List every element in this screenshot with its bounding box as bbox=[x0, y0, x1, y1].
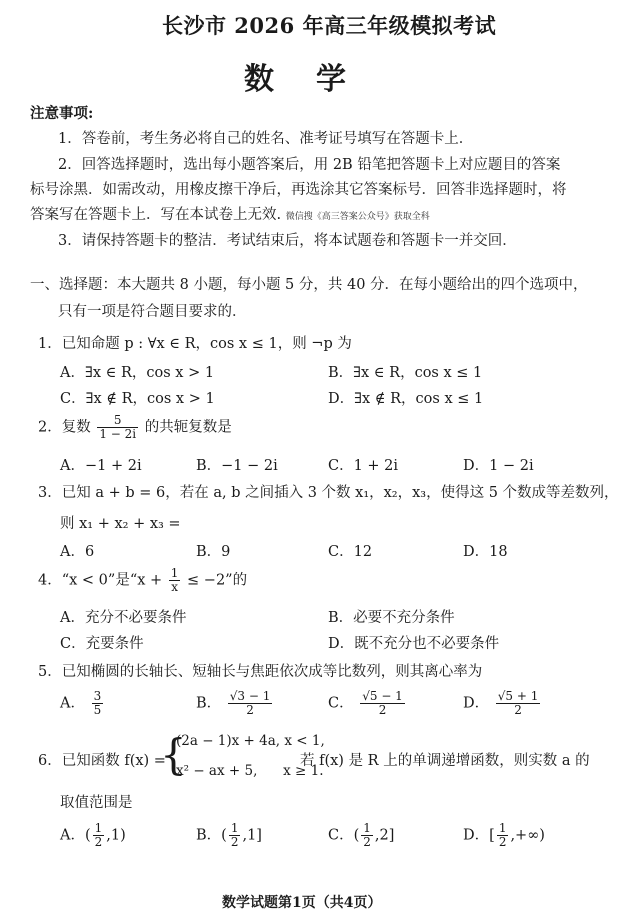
q6-stem-post: 若 f(x) 是 R 上的单调递增函数，则实数 a 的 bbox=[300, 753, 590, 769]
q5-option-c-fraction bbox=[360, 690, 405, 717]
q6-option-c-fraction bbox=[361, 822, 373, 849]
q5-option-c-label: C． bbox=[328, 695, 354, 712]
section-heading-line2: 只有一项是符合题目要求的． bbox=[58, 304, 247, 320]
q6-option-d-open: [ bbox=[489, 827, 495, 844]
q2-stem-pre: 2．复数 bbox=[38, 419, 91, 436]
q6-option-a-numerator: 1 bbox=[94, 821, 103, 835]
q6-option-a bbox=[60, 822, 126, 849]
q6-option-c-label: C． bbox=[328, 827, 354, 844]
q5-option-d-numerator: √5 + 1 bbox=[497, 689, 539, 703]
exam-title: 长沙市 2026 年高三年级模拟考试 bbox=[162, 13, 497, 38]
q2-stem bbox=[38, 414, 232, 441]
q5-option-b-denominator: 2 bbox=[246, 703, 254, 717]
q3-option-c: C．12 bbox=[328, 544, 373, 560]
q3-option-b: B．9 bbox=[196, 544, 231, 560]
q6-option-b-denominator: 2 bbox=[230, 835, 239, 849]
q6-option-d-denominator: 2 bbox=[498, 835, 507, 849]
q5-stem: 5．已知椭圆的长轴长、短轴长与焦距依次成等比数列，则其离心率为 bbox=[38, 664, 483, 680]
q5-option-b-numerator: √3 − 1 bbox=[229, 689, 271, 703]
q6-option-a-fraction bbox=[93, 822, 105, 849]
notice-heading: 注意事项: bbox=[30, 105, 94, 122]
q3-option-d: D．18 bbox=[463, 544, 508, 560]
q4-option-c: C．充要条件 bbox=[60, 636, 144, 652]
q1-option-a: A．∃x ∈ R，cos x > 1 bbox=[60, 365, 215, 381]
page-footer: 数学试题第1页（共4页） bbox=[222, 895, 382, 911]
q6-option-a-open: ( bbox=[84, 827, 91, 844]
q2-fraction-numerator: 5 bbox=[97, 414, 138, 428]
q2-option-d: D．1 − 2i bbox=[463, 458, 534, 474]
q4-stem bbox=[38, 567, 247, 594]
q5-option-b-label: B． bbox=[196, 695, 222, 712]
q4-option-a: A．充分不必要条件 bbox=[60, 610, 187, 626]
subject-title: 数学 bbox=[244, 62, 388, 97]
q6-option-c-close: ,2] bbox=[374, 827, 395, 844]
q6-option-b-close: ,1] bbox=[242, 827, 262, 844]
q2-stem-post: 的共轭复数是 bbox=[144, 419, 232, 436]
q5-option-a-numerator: 3 bbox=[93, 689, 102, 703]
q1-option-c: C．∃x ∉ R，cos x > 1 bbox=[60, 391, 215, 407]
q5-option-c bbox=[328, 690, 407, 717]
notice-item-1: 1．答卷前，考生务必将自己的姓名、准考证号填写在答题卡上． bbox=[58, 131, 474, 147]
notice-item-3: 3．请保持答题卡的整洁．考试结束后，将本试题卷和答题卡一并交回． bbox=[58, 233, 517, 249]
q5-option-d-fraction bbox=[496, 690, 541, 717]
q5-option-a-label: A． bbox=[60, 695, 85, 712]
q1-option-b: B．∃x ∈ R，cos x ≤ 1 bbox=[328, 365, 483, 381]
section-heading-line1: 一、选择题：本大题共 8 小题，每小题 5 分，共 40 分．在每小题给出的四个选项中， bbox=[30, 277, 588, 293]
q6-option-b-label: B． bbox=[196, 827, 222, 844]
q4-option-d: D．既不充分也不必要条件 bbox=[328, 636, 500, 652]
q5-option-a-denominator: 5 bbox=[93, 703, 102, 717]
notice-item-2-line3 bbox=[30, 203, 430, 224]
q5-option-a-fraction bbox=[92, 690, 104, 717]
q4-option-b: B．必要不充分条件 bbox=[328, 610, 455, 626]
q4-fraction bbox=[169, 567, 181, 594]
q2-fraction-denominator: 1 − 2i bbox=[99, 427, 137, 441]
q6-option-d-close: ,+∞) bbox=[510, 827, 545, 844]
q3-option-a: A．6 bbox=[60, 544, 95, 560]
notice-item-2-line2: 标号涂黑．如需改动，用橡皮擦干净后，再选涂其它答案标号．回答非选择题时，将 bbox=[30, 182, 567, 198]
q6-option-c-open: ( bbox=[353, 827, 360, 844]
q6-option-c bbox=[328, 822, 394, 849]
q6-option-b-open: ( bbox=[221, 827, 227, 844]
q4-stem-pre: 4．“x < 0”是“x + bbox=[38, 572, 163, 589]
notice-item-2-text: 答案写在答题卡上．写在本试卷上无效. bbox=[30, 207, 282, 223]
q4-stem-post: ≤ −2”的 bbox=[187, 572, 248, 589]
notice-item-2-line1: 2．回答选择题时，选出每小题答案后，用 2B 铅笔把答题卡上对应题目的答案 bbox=[58, 157, 561, 173]
q6-option-d-fraction bbox=[497, 822, 509, 849]
q1-stem: 1．已知命题 p : ∀x ∈ R，cos x ≤ 1，则 ¬p 为 bbox=[38, 336, 352, 352]
q1-option-d: D．∃x ∉ R，cos x ≤ 1 bbox=[328, 391, 484, 407]
q6-option-b-fraction bbox=[229, 822, 241, 849]
q5-option-c-denominator: 2 bbox=[378, 703, 387, 717]
q6-option-d-numerator: 1 bbox=[498, 821, 507, 835]
q4-fraction-denominator: x bbox=[171, 580, 178, 594]
q2-option-c: C．1 + 2i bbox=[328, 458, 399, 474]
q5-option-d-denominator: 2 bbox=[514, 703, 522, 717]
q6-option-c-numerator: 1 bbox=[363, 821, 371, 835]
q6-option-a-denominator: 2 bbox=[94, 835, 103, 849]
q2-option-b: B．−1 − 2i bbox=[196, 458, 278, 474]
q3-stem-line2: 则 x₁ + x₂ + x₃ = bbox=[60, 516, 181, 532]
q6-option-d-label: D． bbox=[463, 827, 490, 844]
q6-stem-pre: 6．已知函数 f(x) = bbox=[38, 753, 166, 769]
q6-option-c-denominator: 2 bbox=[363, 835, 371, 849]
watermark-text: 微信搜《高三答案公众号》获取全科 bbox=[285, 212, 430, 222]
q6-case-1: (2a − 1)x + 4a, x < 1, bbox=[176, 733, 325, 749]
q2-option-a: A．−1 + 2i bbox=[60, 458, 142, 474]
q6-option-b-numerator: 1 bbox=[230, 821, 239, 835]
q6-option-b bbox=[196, 822, 262, 849]
q3-stem-line1: 3．已知 a + b = 6，若在 a, b 之间插入 3 个数 x₁，x₂，x₃，使得这 5 个数成等差数列， bbox=[38, 485, 619, 501]
q5-option-b bbox=[196, 690, 274, 717]
q5-option-a bbox=[60, 690, 105, 717]
q5-option-d-label: D． bbox=[463, 695, 490, 712]
q5-option-b-fraction bbox=[228, 690, 273, 717]
q6-option-a-close: ,1) bbox=[106, 827, 126, 844]
q4-fraction-numerator: 1 bbox=[170, 566, 179, 580]
q6-piecewise-brace: { bbox=[160, 730, 187, 779]
q6-stem-line2: 取值范围是 bbox=[60, 795, 133, 811]
q6-option-d bbox=[463, 822, 545, 849]
q6-option-a-label: A． bbox=[60, 827, 85, 844]
q2-fraction bbox=[97, 414, 138, 441]
q5-option-c-numerator: √5 − 1 bbox=[362, 689, 403, 703]
q6-case-2: x² − ax + 5, x ≥ 1. bbox=[176, 763, 324, 779]
q5-option-d bbox=[463, 690, 542, 717]
